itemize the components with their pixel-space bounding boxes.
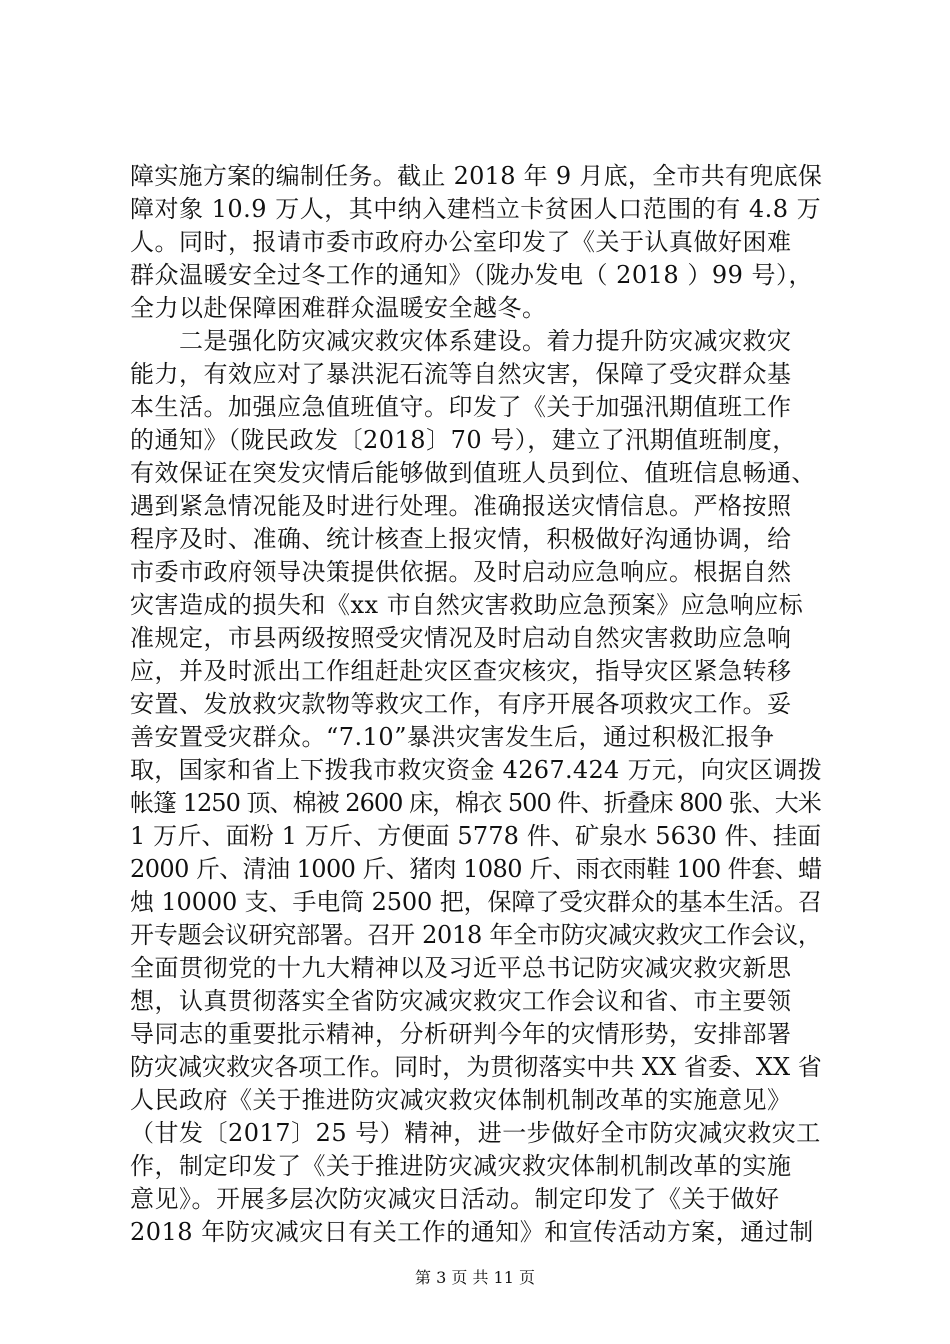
text-line: 想，认真贯彻落实全省防灾减灾救灾工作会议和省、市主要领 — [130, 987, 792, 1015]
text-line: 意见》。开展多层次防灾减灾日活动。制定印发了《关于做好 — [130, 1185, 780, 1213]
text-line: 善安置受灾群众。“7.10”暴洪灾害发生后，通过积极汇报争 — [130, 723, 775, 751]
text-line: 有效保证在突发灾情后能够做到值班人员到位、值班信息畅通、 — [130, 459, 816, 487]
text-line: 开专题会议研究部署。召开 2018 年全市防灾减灾救灾工作会议， — [130, 921, 822, 949]
text-line: 二是强化防灾减灾救灾体系建设。着力提升防灾减灾救灾 — [130, 327, 792, 355]
text-line: 作，制定印发了《关于推进防灾减灾救灾体制机制改革的实施 — [130, 1152, 792, 1180]
text-line: 1 万斤、面粉 1 万斤、方便面 5778 件、矿泉水 5630 件、挂面 — [130, 822, 822, 850]
text-line: 2000 斤、清油 1000 斤、猪肉 1080 斤、雨衣雨鞋 100 件套、蜡 — [130, 855, 822, 883]
text-line: 帐篷 1250 顶、棉被 2600 床，棉衣 500 件、折叠床 800 张、大米 — [130, 789, 821, 817]
page-footer — [0, 1268, 950, 1288]
text-line: 障对象 10.9 万人，其中纳入建档立卡贫困人口范围的有 4.8 万 — [130, 195, 822, 223]
text-line: 群众温暖安全过冬工作的通知》（陇办发电（ 2018 ）99 号）， — [130, 261, 814, 289]
text-line: 本生活。加强应急值班值守。印发了《关于加强汛期值班工作 — [130, 393, 792, 421]
text-line: 准规定，市县两级按照受灾情况及时启动自然灾害救助应急响 — [130, 624, 792, 652]
text-line: 程序及时、准确、统计核查上报灾情，积极做好沟通协调，给 — [130, 525, 792, 553]
text-line: 应，并及时派出工作组赶赴灾区查灾核灾，指导灾区紧急转移 — [130, 657, 792, 685]
page-number: 第 3 页 共 11 页 — [415, 1268, 535, 1287]
text-line: 灾害造成的损失和《xx 市自然灾害救助应急预案》应急响应标 — [130, 591, 804, 619]
text-line: 人。同时，报请市委市政府办公室印发了《关于认真做好困难 — [130, 228, 792, 256]
text-line: 全力以赴保障困难群众温暖安全越冬。 — [130, 294, 547, 322]
text-line: 导同志的重要批示精神，分析研判今年的灾情形势，安排部署 — [130, 1020, 792, 1048]
text-line: 取，国家和省上下拨我市救灾资金 4267.424 万元，向灾区调拨 — [130, 756, 823, 784]
text-line: 遇到紧急情况能及时进行处理。准确报送灾情信息。严格按照 — [130, 492, 792, 520]
text-line: 安置、发放救灾款物等救灾工作，有序开展各项救灾工作。妥 — [130, 690, 792, 718]
text-line: 2018 年防灾减灾日有关工作的通知》和宣传活动方案，通过制 — [130, 1218, 814, 1246]
document-body — [130, 160, 822, 1249]
text-line: 全面贯彻党的十九大精神以及习近平总书记防灾减灾救灾新思 — [130, 954, 792, 982]
text-line: 能力，有效应对了暴洪泥石流等自然灾害，保障了受灾群众基 — [130, 360, 792, 388]
text-line: （甘发〔2017〕25 号）精神，进一步做好全市防灾减灾救灾工 — [130, 1119, 821, 1147]
text-line: 障实施方案的编制任务。截止 2018 年 9 月底，全市共有兜底保 — [130, 162, 823, 190]
text-line: 防灾减灾救灾各项工作。同时，为贯彻落实中共 XX 省委、XX 省 — [130, 1053, 822, 1081]
text-line: 市委市政府领导决策提供依据。及时启动应急响应。根据自然 — [130, 558, 792, 586]
text-line: 的通知》（陇民政发〔2018〕70 号），建立了汛期值班制度， — [130, 426, 797, 454]
text-line: 人民政府《关于推进防灾减灾救灾体制机制改革的实施意见》 — [130, 1086, 792, 1114]
text-line: 烛 10000 支、手电筒 2500 把，保障了受灾群众的基本生活。召 — [130, 888, 822, 916]
